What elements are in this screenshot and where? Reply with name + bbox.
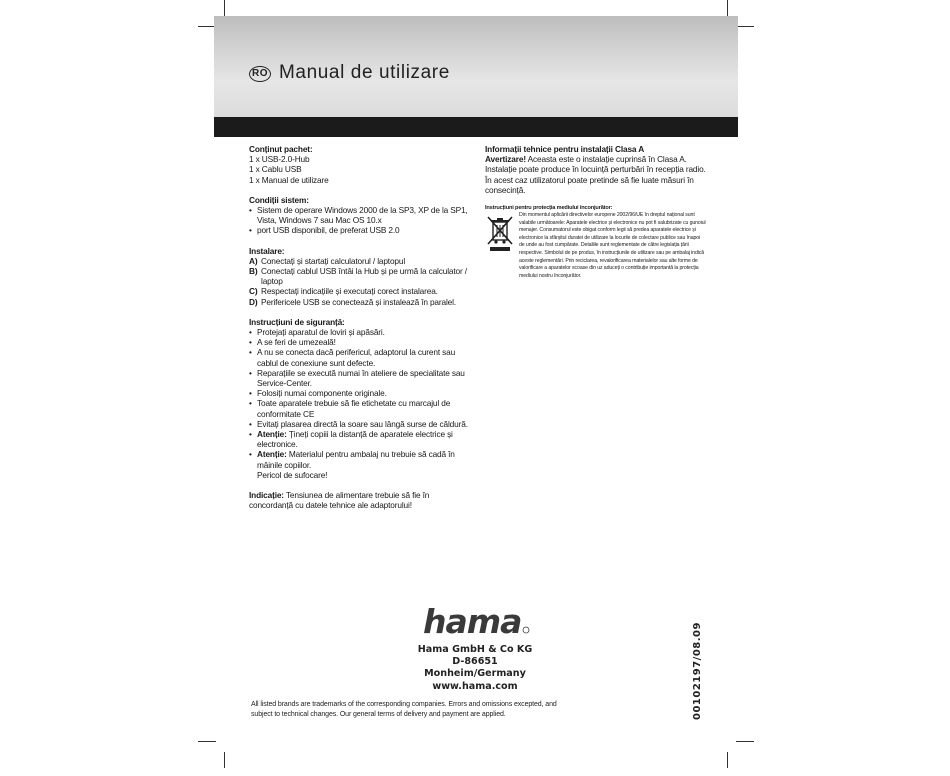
language-badge: RO [249,66,271,82]
environment-section [485,205,707,280]
system-section [249,195,471,236]
warning-text: Materialul pentru ambalaj nu trebuie să cadă în mâinile copiilor. [257,449,455,470]
tech-section [485,144,707,195]
company-city: D-86651 Monheim/Germany [424,656,526,680]
safety-item: • Reparațiile se execută numai în ateliere de specialitate sau Service-Center. [249,368,471,388]
safety-item: • A se feri de umezeală! [249,337,471,347]
warning-label: Atenție: [257,429,287,440]
warning-text: Țineți copiii la distanță de aparatele electrice și electronice. [257,429,453,450]
step-text: Conectați și startați calculatorul / laptopul [261,255,406,266]
crop-mark [198,741,216,742]
step-key: C) [249,286,258,297]
crop-mark [736,26,754,27]
step-text: Conectați cablul USB întâi la Hub și pe urmă la calculator / laptop [261,266,467,287]
safety-item: • Folosiți numai componente originale. [249,388,471,398]
package-item: 1 x USB-2.0-Hub [249,154,310,165]
warning-label: Atenție: [257,449,287,460]
install-step [249,297,471,307]
step-key: A) [249,255,258,266]
header-dark-band [214,117,738,137]
weee-crossed-bin-icon [487,216,513,252]
environment-text: Din momentul aplicării directivelor europene 2002/96/UE în dreptul național sunt valabile următoarele: Aparatele electrice și electronice nu pot fi salubrizate cu gunoiul menajer. Consumatorul este obigat conform legii să predea aparatele electrice și electronice la sfârșitul duratei de utilizare la locurile de colectare publice sau înapoi de unde au fost cumpărate. Detaliile sunt reglementate de către legislația țării respective. Simbolul de pe produs, în instrucțiunile de utilizare sau pe ambalaj indică aceste reglementări. Prin reciclarea, revalorificarea materialelor sau alte forme de valorificare a aparatelor scoase din uz aduceți o contribuție importantă la protecția mediului nostru înconjurător. [519,212,706,279]
package-item: 1 x Cablu USB [249,164,302,175]
crop-mark [727,0,728,16]
left-column [249,144,471,521]
package-section [249,144,471,185]
safety-title: Instrucțiuni de siguranță: [249,316,345,327]
crop-mark [224,752,225,768]
package-title: Conținut pachet: [249,144,313,154]
right-column [485,144,707,280]
article-number: 00102197/08.09 [692,622,703,720]
hama-logo [422,605,532,639]
safety-section [249,317,471,480]
step-key: B) [249,266,258,277]
note-section [249,490,471,510]
environment-title: Instrucțiuni pentru protecția mediului înconjurător: [485,205,613,212]
note-text: Tensiunea de alimentare trebuie să fie în concordanță cu datele tehnice ale adaptorului! [249,490,430,511]
tech-warning-label: Avertizare! [485,154,526,165]
crop-mark [736,741,754,742]
safety-item: • Toate aparatele trebuie să fie etichetate cu marcajul de conformitate CE [249,398,471,418]
safety-item: • Evitați plasarea directă la soare sau lângă surse de căldură. [249,419,471,429]
tech-text: Aceasta este o instalație cuprinsă în Clasa A. Instalație poate produce în locuință perturbări în recepția radio. [485,154,706,175]
step-key: D) [249,296,258,307]
safety-warning [249,449,471,480]
tech-text: În acest caz utilizatorul poate pretinde să fie luate măsuri în consecință. [485,174,694,195]
system-item: • port USB disponibil, de preferat USB 2.0 [249,225,471,235]
safety-item: • Protejați aparatul de loviri și apăsări. [249,327,471,337]
safety-warning [249,429,471,449]
install-section [249,246,471,307]
package-item: 1 x Manual de utilizare [249,174,329,185]
tech-title: Informații tehnice pentru instalații Clasa A [485,144,645,154]
warning-subtext: Pericol de sufocare! [257,469,328,480]
company-website: www.hama.com [432,680,518,692]
logo-text: hama [423,605,522,639]
install-title: Instalare: [249,245,285,256]
step-text: Respectați indicațiile și executați corect instalarea. [261,286,438,297]
install-step [249,256,471,266]
legal-footer: All listed brands are trademarks of the corresponding companies. Errors and omissions excepted, and subject to technical changes. Our general terms of delivery and payment are applied. [251,701,557,718]
note-label: Indicație: [249,490,284,501]
crop-mark [727,752,728,768]
crop-mark [224,0,225,16]
step-text: Perifericele USB se conectează și instalează în paralel. [261,296,456,307]
system-item: • Sistem de operare Windows 2000 de la SP3, XP de la SP1, Vista, Windows 7 sau Mac OS 10.x [249,205,471,225]
page-title: Manual de utilizare [279,62,450,83]
company-name: Hama GmbH & Co KG [417,644,533,655]
install-step [249,286,471,296]
system-title: Condiții sistem: [249,194,309,205]
company-address [400,644,550,693]
safety-item: • A nu se conecta dacă perifericul, adaptorul la curent sau cablul de conexiune sunt defecte. [249,347,471,367]
install-step [249,266,471,286]
